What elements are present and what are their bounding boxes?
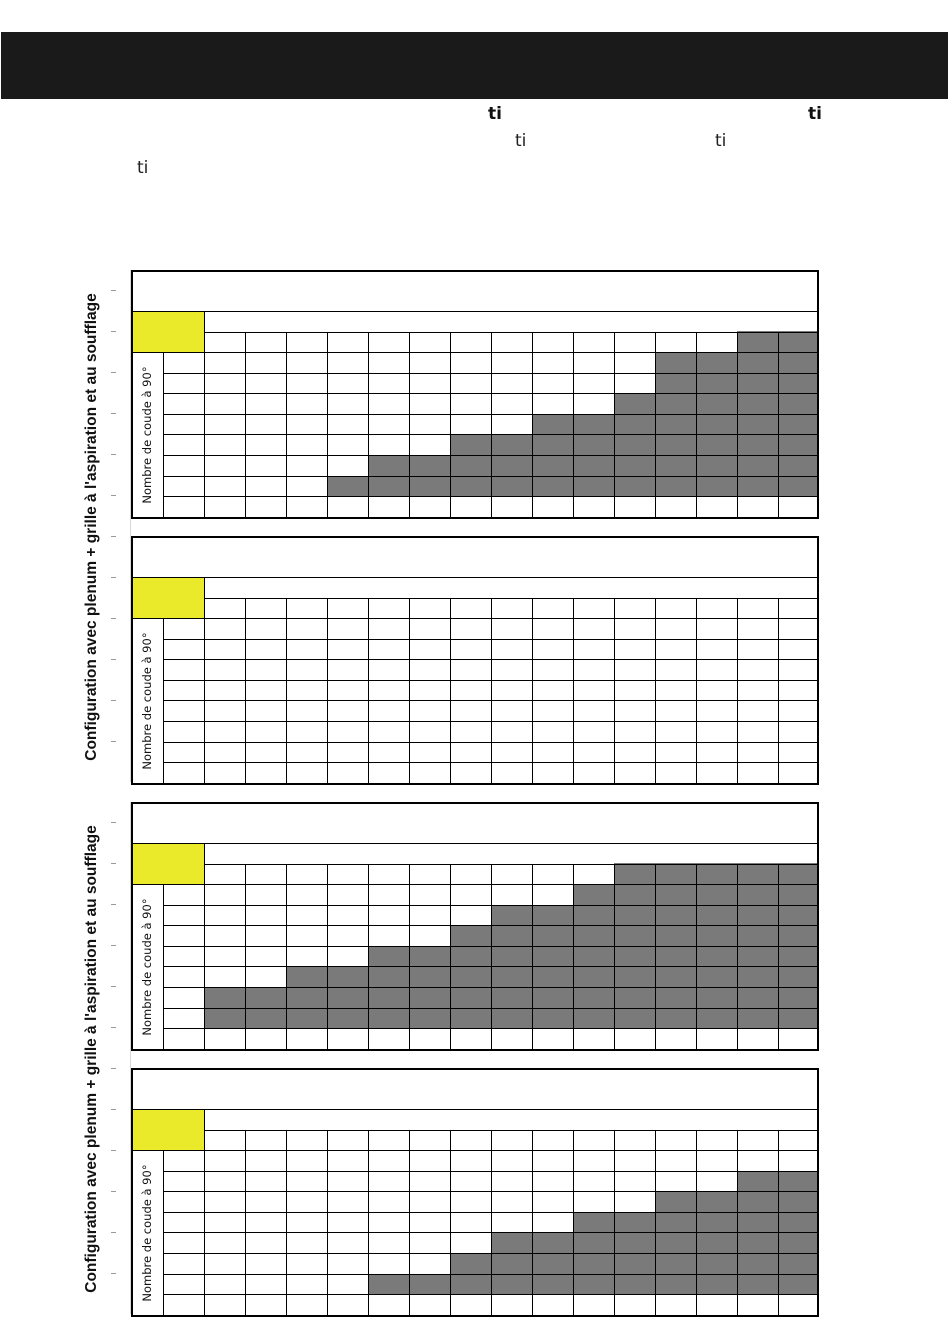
text-fragment: ti — [808, 104, 822, 124]
header-bar — [1, 32, 948, 99]
duct-table — [131, 270, 819, 519]
section-ticks — [111, 290, 112, 780]
row-axis-label: Nombre de coude à 90° — [140, 632, 154, 770]
row-axis-label: Nombre de coude à 90° — [140, 1164, 154, 1302]
duct-table — [131, 1068, 819, 1317]
row-axis-label: Nombre de coude à 90° — [140, 898, 154, 1036]
text-fragment: ti — [715, 131, 727, 151]
table-border — [131, 536, 819, 785]
table-border — [131, 1068, 819, 1317]
section-title: Configuration avec plenum + grille à l'aspiration et au soufflage — [83, 825, 100, 1293]
table-border — [131, 802, 819, 1051]
section-ticks — [111, 822, 112, 1312]
row-axis-label: Nombre de coude à 90° — [140, 366, 154, 504]
text-fragment: ti — [488, 104, 502, 124]
table-border — [131, 270, 819, 519]
duct-table — [131, 536, 819, 785]
text-fragment: ti — [515, 131, 527, 151]
text-fragment: ti — [137, 158, 149, 178]
duct-table — [131, 802, 819, 1051]
section-title: Configuration avec plenum + grille à l'aspiration et au soufflage — [83, 293, 100, 761]
